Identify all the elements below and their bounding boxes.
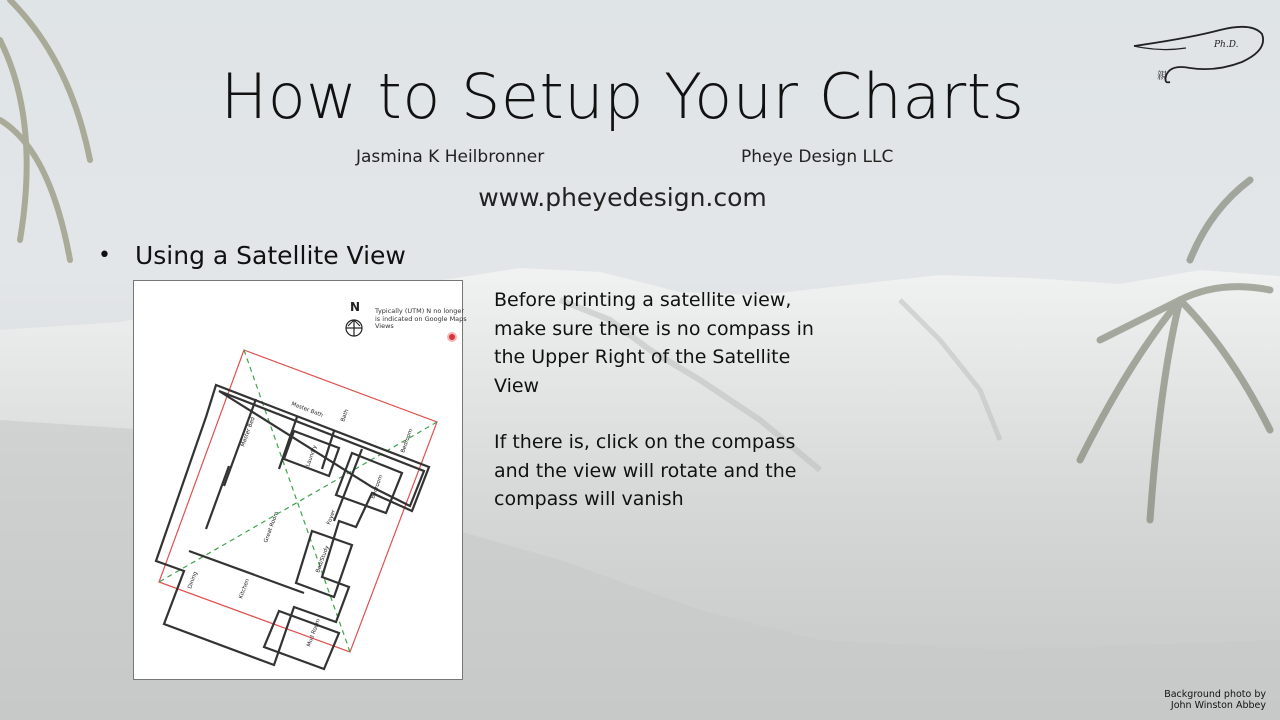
room-label: Great Room xyxy=(263,510,281,544)
compass-icon xyxy=(346,320,362,336)
room-label: Dining xyxy=(187,570,199,590)
north-label: N xyxy=(350,300,361,314)
website-url: www.pheyedesign.com xyxy=(478,183,767,212)
plan-walls xyxy=(156,385,429,669)
room-label: Bath xyxy=(340,408,351,423)
floor-plan-drawing xyxy=(134,281,464,681)
plan-diagonal xyxy=(244,350,350,652)
slide-title: How to Setup Your Charts xyxy=(220,60,1025,133)
instruction-paragraph-2: If there is, click on the compass and the view will rotate and the compass will vanish xyxy=(494,431,797,511)
author-name: Jasmina K Heilbronner xyxy=(356,147,545,167)
room-label: Bed/Study xyxy=(315,544,331,574)
plan-diagonal xyxy=(159,422,437,582)
bullet-text: Using a Satellite View xyxy=(134,241,406,270)
logo-swoosh-icon xyxy=(1130,6,1270,88)
company-name: Pheye Design LLC xyxy=(741,147,894,167)
logo-initials: Ph.D. xyxy=(1214,40,1239,50)
instruction-paragraph-1: Before printing a satellite view, make sure there is no compass in the Upper Right of the Satellite View xyxy=(494,289,814,397)
room-label: Foyer xyxy=(326,509,338,526)
room-label: Kitchen xyxy=(238,578,251,600)
room-label: Laundry xyxy=(305,444,319,468)
company-logo xyxy=(1130,6,1270,88)
floor-plan-image xyxy=(133,280,467,680)
photo-credit-line: Background photo by xyxy=(1164,689,1266,700)
photo-credit-line: John Winston Abbey xyxy=(1170,700,1266,711)
plan-boundary xyxy=(159,350,437,652)
cursor-click-marker xyxy=(448,333,456,341)
logo-kanji: 親 xyxy=(1157,71,1167,82)
room-label: Bedroom xyxy=(400,428,415,454)
compass-note: Typically (UTM) N no longer is indicated on Google Maps Views xyxy=(375,307,467,330)
photo-credit xyxy=(1136,689,1266,711)
room-label: Mud Room xyxy=(306,618,322,648)
room-label: Bedroom xyxy=(370,474,385,500)
bullet-dot-icon: • xyxy=(98,243,111,268)
room-label: Master Bed xyxy=(240,416,257,448)
room-label: Master Bath xyxy=(290,401,324,419)
bullet-item xyxy=(98,241,406,270)
